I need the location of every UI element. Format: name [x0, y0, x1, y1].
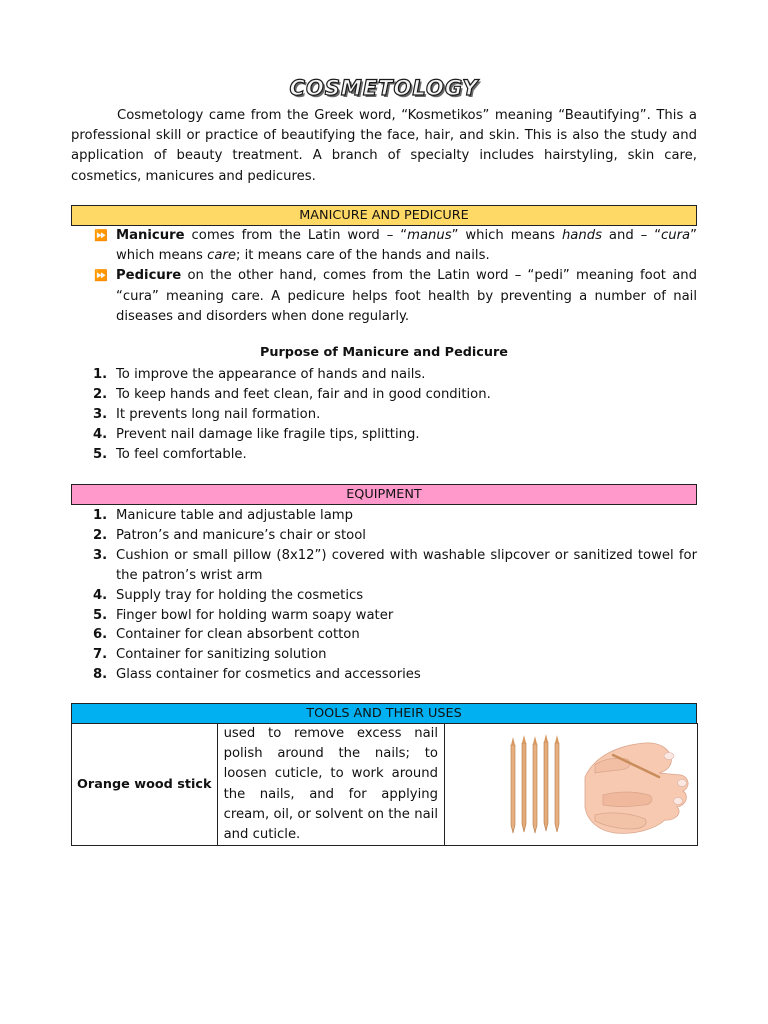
term-manicure: Manicure	[116, 228, 185, 243]
equipment-heading: EQUIPMENT	[71, 484, 697, 505]
definition-list	[94, 226, 697, 327]
list-item: ⏩ Manicure comes from the Latin word – “manus” which means hands and – “cura” which means care; it means care of the hands and nails.	[94, 228, 697, 264]
double-arrow-icon: ⏩	[94, 229, 108, 242]
list-item: 8. Glass container for cosmetics and accessories	[93, 667, 421, 683]
list-item: 7. Container for sanitizing solution	[93, 647, 327, 663]
list-item: 5. To feel comfortable.	[93, 446, 247, 462]
purpose-heading: Purpose of Manicure and Pedicure	[260, 345, 508, 360]
orange-wood-sticks-illustration	[445, 725, 697, 844]
purpose-list	[93, 365, 697, 465]
table-row	[72, 724, 698, 846]
list-item: ⏩ Pedicure on the other hand, comes from the Latin word – “pedi” meaning foot and “cura” meaning care. A pedicure helps foot health by preventing a number of nail diseases and disorders when done regularly.	[94, 268, 697, 324]
list-item: 1. To improve the appearance of hands and nails.	[93, 367, 426, 382]
list-item: 1. Manicure table and adjustable lamp	[93, 508, 354, 523]
list-item: 6. Container for clean absorbent cotton	[93, 627, 360, 643]
tool-description-cell: used to remove excess nail polish around the nails; to loosen cuticle, to work around the nails, and for applying cream, oil, or solvent on the nail and cuticle.	[217, 724, 444, 846]
intro-paragraph: Cosmetology came from the Greek word, “Kosmetikos” meaning “Beautifying”. This a professional skill or practice of beautifying the face, hair, and skin. This is also the study and application of beauty treatment. A branch of specialty includes hairstyling, skin care, cosmetics, manicures and pedicures.	[71, 108, 697, 184]
list-item: 4. Supply tray for holding the cosmetics	[93, 587, 364, 603]
tools-heading: TOOLS AND THEIR USES	[71, 703, 697, 724]
list-item: 2. To keep hands and feet clean, fair and in good condition.	[93, 386, 491, 402]
equipment-list	[93, 506, 697, 685]
term-pedicure: Pedicure	[116, 268, 182, 284]
manicure-pedicure-heading: MANICURE AND PEDICURE	[71, 205, 697, 226]
list-item: 5. Finger bowl for holding warm soapy water	[93, 607, 394, 623]
tool-image-cell	[444, 724, 697, 846]
list-item: 2. Patron’s and manicure’s chair or stool	[93, 527, 366, 543]
tool-name-cell: Orange wood stick	[72, 724, 218, 846]
list-item: 3. Cushion or small pillow (8x12”) covered with washable slipcover or sanitized towel for the patron’s wrist arm	[93, 547, 697, 583]
double-arrow-icon: ⏩	[94, 269, 108, 283]
page-title: COSMETOLOGY	[289, 76, 479, 100]
list-item: 4. Prevent nail damage like fragile tips, splitting.	[93, 426, 420, 442]
list-item: 3. It prevents long nail formation.	[93, 406, 321, 422]
tools-table	[71, 723, 698, 846]
orange-wood-stick-image	[445, 725, 697, 844]
